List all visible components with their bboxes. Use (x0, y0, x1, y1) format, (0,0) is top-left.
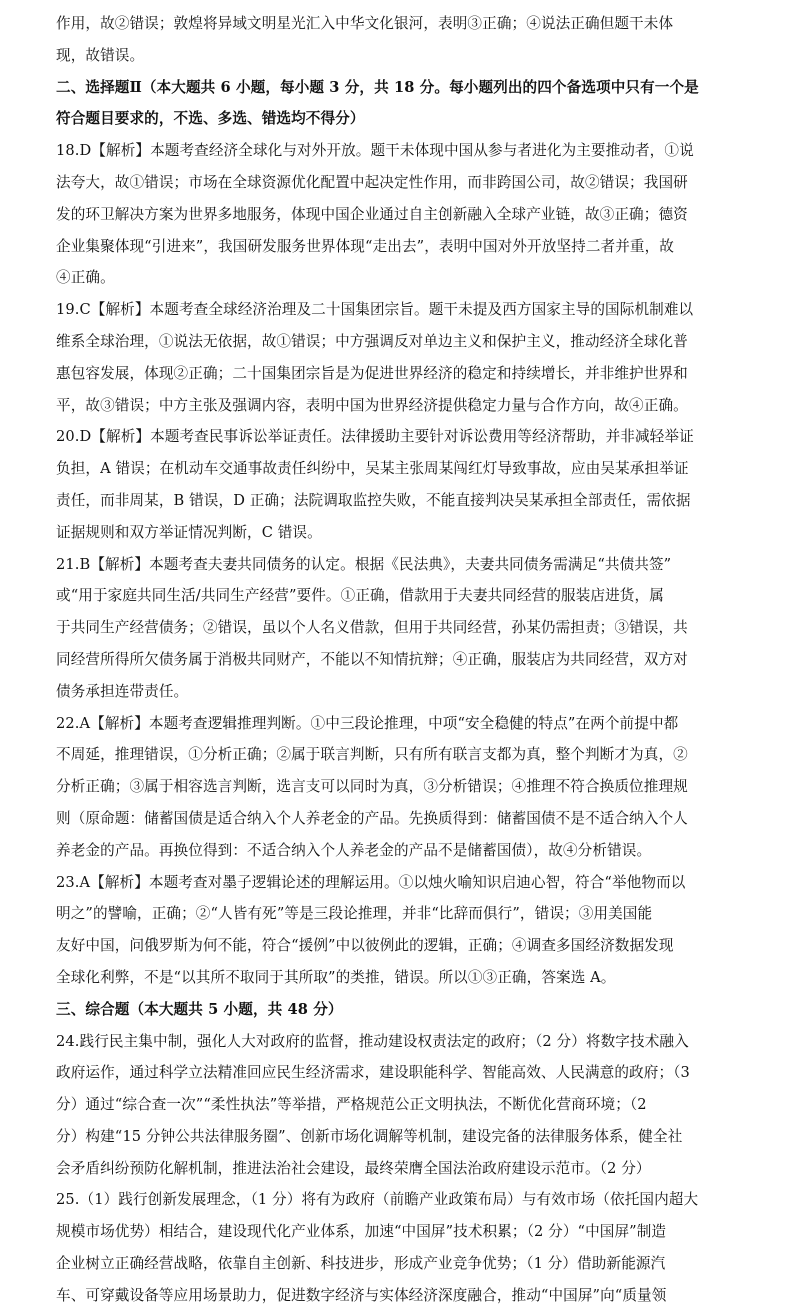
text-line: 于共同生产经营债务；②错误，虽以个人名义借款，但用于共同经营，孙某仍需担责；③错误，共 (56, 619, 688, 637)
text-line: 平，故③错误；中方主张及强调内容，表明中国为世界经济提供稳定力量与合作方向，故④正确。 (56, 396, 688, 414)
text-line: 24.践行民主集中制，强化人大对政府的监督，推动建设权责法定的政府；（2 分）将数字技术融入 (56, 1032, 689, 1050)
text-line: 政府运作，通过科学立法精准回应民生经济需求，建设职能科学、智能高效、人民满意的政府；（3 (56, 1064, 690, 1082)
text-line: 友好中国，问俄罗斯为何不能，符合“援例”中以彼例此的逻辑，正确；④调查多国经济数据发现 (56, 937, 674, 955)
text-line: 债务承担连带责任。 (56, 682, 189, 700)
text-line: 同经营所得所欠债务属于消极共同财产，不能以不知情抗辩；④正确，服装店为共同经营，双方对 (56, 650, 688, 668)
section-heading-line: 三、综合题（本大题共 5 小题，共 48 分） (56, 1000, 343, 1018)
text-line: 车、可穿戴设备等应用场景助力，促进数字经济与实体经济深度融合，推动“中国屏”向“质量领 (56, 1286, 667, 1304)
text-line: 企业集聚体现“引进来”，我国研发服务世界体现“走出去”，表明中国对外开放坚持二者并重，故 (56, 237, 674, 255)
text-line: 惠包容发展，体现②正确；二十国集团宗旨是为促进世界经济的稳定和持续增长，并非维护世界和 (56, 364, 688, 382)
section-heading-line: 符合题目要求的，不选、多选、错选均不得分） (56, 110, 365, 128)
text-line: 22.A【解析】本题考查逻辑推理判断。①中三段论推理，中项“安全稳健的特点”在两个前提中都 (56, 714, 679, 732)
text-line: 分析正确；③属于相容选言判断，选言支可以同时为真，③分析错误；④推理不符合换质位推理规 (56, 778, 688, 796)
text-line: 负担，A 错误；在机动车交通事故责任纠纷中，吴某主张周某闯红灯导致事故，应由吴某承担举证 (56, 460, 689, 478)
text-line: 19.C【解析】本题考查全球经济治理及二十国集团宗旨。题干未提及西方国家主导的国际机制难以 (56, 301, 694, 319)
text-line: 不周延，推理错误，①分析正确；②属于联言判断，只有所有联言支都为真，整个判断才为真，② (56, 746, 688, 764)
text-line: 责任，而非周某，B 错误，D 正确；法院调取监控失败，不能直接判决吴某承担全部责任，需依据 (56, 491, 691, 509)
text-line: ④正确。 (56, 269, 115, 287)
text-line: 18.D【解析】本题考查经济全球化与对外开放。题干未体现中国从参与者进化为主要推动者，①说 (56, 142, 694, 160)
text-line: 企业树立正确经营战略，依靠自主创新、科技进步，形成产业竞争优势；（1 分）借助新能源汽 (56, 1255, 666, 1273)
text-line: 则（原命题：储蓄国债是适合纳入个人养老金的产品。先换质得到：储蓄国债不是不适合纳入个人 (56, 809, 688, 827)
text-line: 发的环卫解决方案为世界多地服务，体现中国企业通过自主创新融入全球产业链，故③正确；德资 (56, 205, 688, 223)
text-line: 作用，故②错误；敦煌将异域文明星光汇入中华文化银河，表明③正确；④说法正确但题干未体 (56, 15, 674, 32)
text-line: 规模市场优势）相结合，建设现代化产业体系，加速“中国屏”技术积累；（2 分）“中国屏”制造 (56, 1223, 667, 1241)
text-line: 明之”的譬喻，正确；②“人皆有死”等是三段论推理，并非“比辞而俱行”，错误；③用美国能 (56, 905, 653, 923)
text-line: 全球化利弊，不是“以其所不取同于其所取”的类推，错误。所以①③正确，答案选 A。 (56, 968, 616, 986)
text-line: 20.D【解析】本题考查民事诉讼举证责任。法律援助主要针对诉讼费用等经济帮助，并非减轻举证 (56, 428, 694, 446)
text-line: 分）通过“综合查一次”“柔性执法”等举措，严格规范公正文明执法，不断优化营商环境；（2 (56, 1096, 647, 1114)
text-line: 维系全球治理，①说法无依据，故①错误；中方强调反对单边主义和保护主义，推动经济全球化普 (56, 332, 688, 350)
text-line: 现，故错误。 (56, 46, 145, 64)
text-line: 会矛盾纠纷预防化解机制，推进法治社会建设，最终荣膺全国法治政府建设示范市。（2 分） (56, 1159, 651, 1177)
text-line: 25.（1）践行创新发展理念，（1 分）将有为政府（前瞻产业政策布局）与有效市场（依托国内超大 (56, 1191, 699, 1209)
text-line: 21.B【解析】本题考查夫妻共同债务的认定。根据《民法典》，夫妻共同债务需满足“共债共签” (56, 555, 672, 573)
text-line: 分）构建“15 分钟公共法律服务圈”、创新市场化调解等机制，建设完备的法律服务体系，健全社 (56, 1127, 683, 1145)
text-line: 23.A【解析】本题考查对墨子逻辑论述的理解运用。①以烛火喻知识启迪心智，符合“举他物而以 (56, 873, 686, 891)
text-line: 法夸大，故①错误；市场在全球资源优化配置中起决定性作用，而非跨国公司，故②错误；我国研 (56, 173, 688, 191)
text-line: 养老金的产品。再换位得到：不适合纳入个人养老金的产品不是储蓄国债），故④分析错误。 (56, 841, 652, 859)
text-line: 证据规则和双方举证情况判断，C 错误。 (56, 523, 322, 541)
section-heading-line: 二、选择题Ⅱ（本大题共 6 小题，每小题 3 分，共 18 分。每小题列出的四个备选项中只有一个是 (56, 78, 699, 96)
text-line: 或“用于家庭共同生活/共同生产经营”要件。①正确，借款用于夫妻共同经营的服装店进货，属 (56, 587, 664, 605)
